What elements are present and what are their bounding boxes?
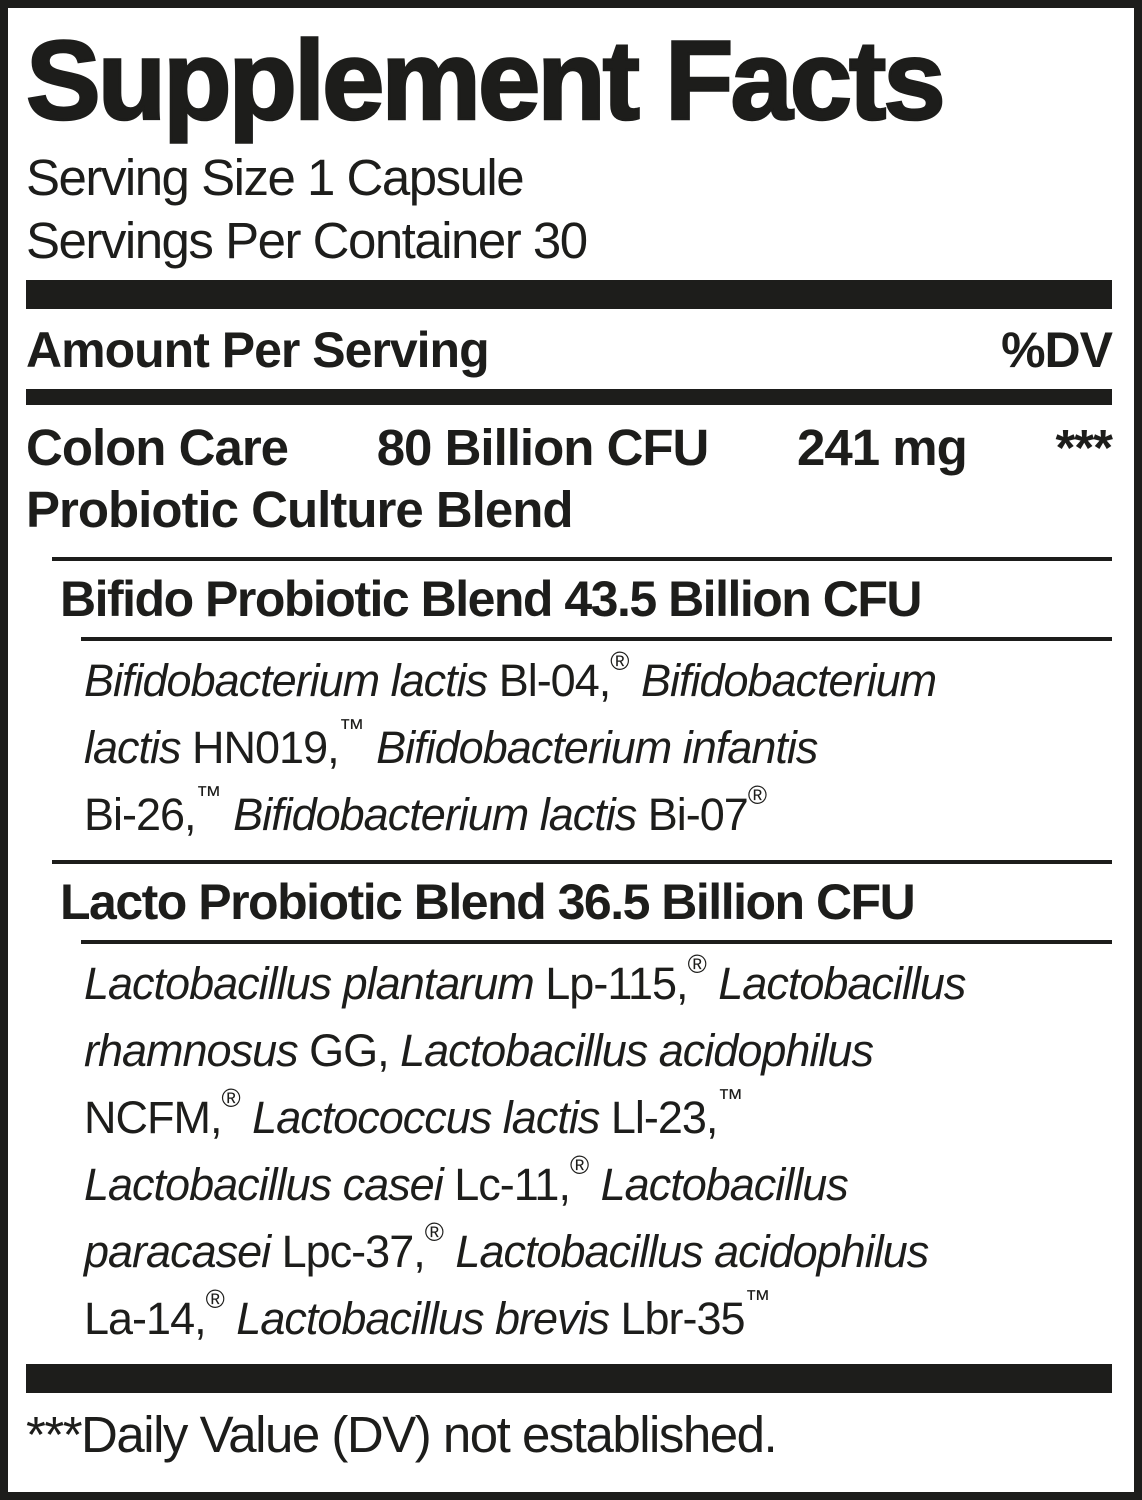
servings-per-container: Servings Per Container 30 [26,212,587,269]
ingredient-weight: 241 mg [797,419,967,476]
ingredient-dv-value: *** [1055,419,1112,476]
ingredient-block [26,405,1112,557]
ingredient-name: Colon Care [26,419,289,476]
daily-value-footnote: ***Daily Value (DV) not established. [26,1406,777,1463]
separator-bar-top [26,280,1112,309]
serving-size: Serving Size 1 Capsule [26,149,524,206]
amount-per-serving-header: Amount Per Serving [26,322,489,378]
percent-dv-header: %DV [1001,322,1112,378]
label-title: Supplement Facts [26,18,943,143]
bifido-blend-header: Bifido Probiotic Blend 43.5 Billion CFU [60,571,921,627]
ingredient-amount: 80 Billion CFU [376,419,709,476]
ingredient-name-line2: Probiotic Culture Blend [26,481,573,538]
separator-bar-middle [26,389,1112,405]
column-header-row [26,309,1112,389]
lacto-species-list: Lactobacillus plantarum Lp-115,® Lactobacillus rhamnosus GG, Lactobacillus acidophilus NCFM,® Lactococcus lactis Ll-23,™ Lactobacillus casei Lc-11,® Lactobacillus paracasei Lpc-37,® Lactobacillus acidophilus La-14,® Lactobacillus brevis Lbr-35™ [84,949,966,1344]
bifido-species-list: Bifidobacterium lactis Bl-04,® Bifidobacterium lactis HN019,™ Bifidobacterium infantis Bi-26,™ Bifidobacterium lactis Bi-07® [84,646,937,840]
separator-bar-bottom [26,1364,1112,1393]
ingredient-row [26,417,1112,479]
serving-info [26,146,1112,272]
lacto-blend-header: Lacto Probiotic Blend 36.5 Billion CFU [60,874,915,930]
